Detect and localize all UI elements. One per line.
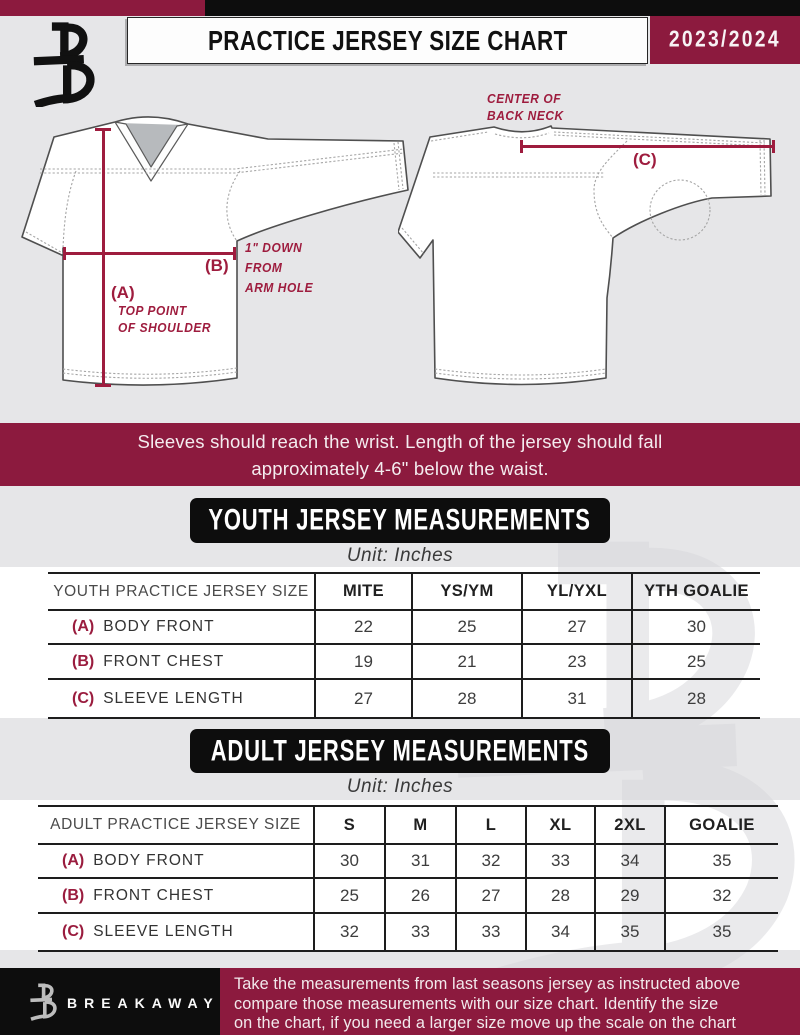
breakaway-logo-icon	[26, 21, 100, 107]
youth-unit-label: Unit: Inches	[346, 545, 454, 566]
page-title-box	[127, 17, 648, 64]
adult-col-header: M	[386, 807, 457, 845]
table-cell: 30	[315, 845, 386, 879]
table-cell: 32	[666, 879, 778, 914]
fit-note-line2: approximately 4-6" below the waist.	[251, 457, 549, 479]
table-cell: 31	[386, 845, 457, 879]
table-cell: 35	[712, 922, 732, 941]
page-title: PRACTICE JERSEY SIZE CHART	[207, 24, 568, 56]
table-cell: 28	[413, 680, 523, 717]
measure-line-b-cap-left	[63, 247, 66, 260]
note-b: 1" DOWN FROM ARM HOLE	[245, 240, 314, 295]
table-cell: 26	[386, 879, 457, 914]
label-a: (A)	[111, 283, 135, 302]
adult-col-header: 2XL	[596, 807, 666, 845]
table-row-label: (A) BODY FRONT	[48, 611, 316, 645]
youth-section-title: YOUTH JERSEY MEASUREMENTS	[208, 503, 592, 537]
fit-note-line1: Sleeves should reach the wrist. Length of the jersey should fall	[137, 430, 663, 452]
note-a: TOP POINT OF SHOULDER	[118, 303, 212, 335]
adult-unit-label: Unit: Inches	[346, 776, 454, 797]
table-row-label: (C) SLEEVE LENGTH	[38, 914, 315, 950]
footer-line2: compare those measurements with our size chart. Identify the size	[234, 994, 719, 1013]
adult-section-title: ADULT JERSEY MEASUREMENTS	[210, 734, 590, 767]
table-cell: 19	[316, 645, 413, 680]
table-cell: 22	[316, 611, 413, 645]
table-cell: 25	[413, 611, 523, 645]
table-cell: 34	[596, 845, 666, 879]
note-c: CENTER OF BACK NECK	[487, 91, 564, 123]
table-cell: 29	[596, 879, 666, 914]
label-b: (B)	[205, 256, 229, 275]
table-cell: 25	[315, 879, 386, 914]
table-cell: 33	[457, 914, 527, 950]
table-cell: 27	[457, 879, 527, 914]
table-cell: 35	[666, 845, 778, 879]
adult-section-banner	[190, 729, 610, 773]
adult-col-header: L	[457, 807, 527, 845]
breakaway-logo-footer-icon	[28, 981, 58, 1022]
table-cell: 27	[523, 611, 633, 645]
table-row-label: (C) SLEEVE LENGTH	[48, 680, 316, 717]
youth-col-header: YS/YM	[413, 574, 523, 611]
measure-line-c	[520, 145, 774, 148]
table-cell: 21	[413, 645, 523, 680]
adult-size-table	[38, 805, 778, 952]
season-badge	[650, 16, 800, 64]
table-cell: 27	[316, 680, 413, 717]
top-strip-black	[205, 0, 800, 16]
jersey-back-diagram	[398, 88, 790, 400]
measure-line-a	[102, 129, 105, 386]
adult-col-header: XL	[527, 807, 596, 845]
measure-line-b	[63, 252, 235, 255]
table-row-label: (A) BODY FRONT	[38, 845, 315, 879]
table-cell: 31	[523, 680, 633, 717]
fit-note-banner	[0, 423, 800, 486]
adult-col-header: S	[315, 807, 386, 845]
adult-col-header: ADULT PRACTICE JERSEY SIZE	[38, 807, 315, 845]
table-row-label: (B) FRONT CHEST	[38, 879, 315, 914]
measure-line-c-cap-right	[772, 140, 775, 153]
top-strip-maroon	[0, 0, 205, 16]
table-cell: 23	[523, 645, 633, 680]
adult-col-header: GOALIE	[666, 807, 778, 845]
youth-col-header: MITE	[316, 574, 413, 611]
table-cell: 34	[527, 914, 596, 950]
youth-col-header: YL/YXL	[523, 574, 633, 611]
table-cell: 25	[633, 645, 760, 680]
table-cell: 33	[386, 914, 457, 950]
youth-size-table	[48, 572, 760, 719]
table-cell: 33	[527, 845, 596, 879]
table-cell: 35	[596, 914, 666, 950]
youth-col-header: YTH GOALIE	[633, 574, 760, 611]
footer-brand-block	[0, 968, 220, 1035]
season-label: 2023/2024	[668, 26, 782, 53]
measure-line-a-cap-bottom	[95, 384, 111, 387]
brand-name: BREAKAWAY	[67, 995, 220, 1011]
table-cell: 30	[633, 611, 760, 645]
table-row-label: (B) FRONT CHEST	[48, 645, 316, 680]
measure-line-a-cap-top	[95, 128, 111, 131]
footer-line3: on the chart, if you need a larger size move up the scale on the chart	[234, 1014, 737, 1032]
table-cell: 28	[527, 879, 596, 914]
label-c: (C)	[633, 150, 657, 169]
measure-line-b-cap-right	[233, 247, 236, 260]
youth-section-banner	[190, 498, 610, 543]
table-cell: 32	[457, 845, 527, 879]
footer-line1: Take the measurements from last seasons jersey as instructed above	[234, 975, 741, 993]
youth-col-header: YOUTH PRACTICE JERSEY SIZE	[48, 574, 316, 611]
jersey-front-diagram	[14, 98, 424, 398]
table-cell: 28	[687, 688, 706, 708]
table-cell: 32	[315, 914, 386, 950]
footer-instructions	[220, 968, 800, 1035]
measure-line-c-cap-left	[520, 140, 523, 153]
